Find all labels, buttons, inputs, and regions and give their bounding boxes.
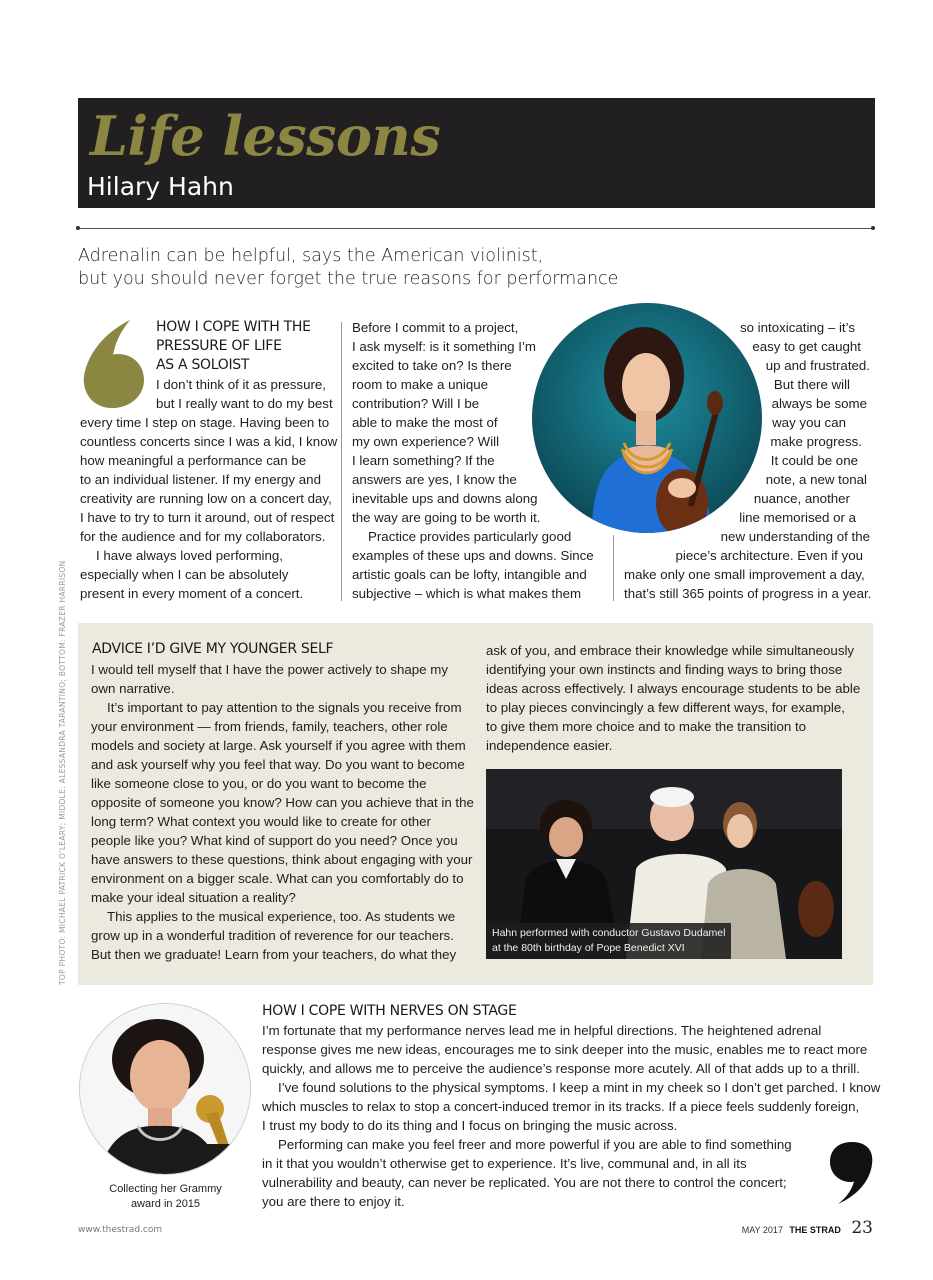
footer-magazine: THE STRAD bbox=[789, 1225, 841, 1235]
section1-col3-text bbox=[630, 318, 870, 565]
section1-text-indented bbox=[156, 375, 333, 413]
text-line: especially when I can be absolutely bbox=[80, 567, 289, 582]
text-line: answers are yes, I know the bbox=[352, 472, 517, 487]
text-line: line memorised or a bbox=[739, 510, 856, 525]
text-line: present in every moment of a concert. bbox=[80, 586, 304, 601]
standfirst-line: Adrenalin can be helpful, says the American violinist, bbox=[78, 246, 544, 266]
photo-credit: TOP PHOTO: MICHAEL PATRICK O’LEARY; MIDDLE: ALESSANDRA TARANTINO; BOTTOM: FRAZER HARRISON bbox=[58, 560, 67, 985]
section-heading-pressure bbox=[156, 318, 311, 375]
text-line: so intoxicating – it’s bbox=[739, 320, 855, 335]
text-line: own narrative. bbox=[91, 681, 175, 696]
text-line: This applies to the musical experience, too. As students we bbox=[107, 909, 456, 924]
article-title: Life lessons bbox=[90, 104, 441, 168]
text-line: able to make the most of bbox=[352, 415, 498, 430]
text-line: Before I commit to a project, bbox=[352, 320, 519, 335]
text-line: people like you? What kind of support do you need? Once you bbox=[91, 833, 458, 848]
text-line: It’s important to pay attention to the signals you receive from bbox=[107, 700, 462, 715]
text-line: piece’s architecture. Even if you bbox=[675, 548, 863, 563]
text-line: like someone close to you, or do you want to become the bbox=[91, 776, 427, 791]
text-line: I’m fortunate that my performance nerves lead me in helpful directions. The heightened adrenal bbox=[262, 1023, 822, 1038]
text-line: up and frustrated. bbox=[765, 358, 870, 373]
text-line: grow up in a wonderful tradition of reverence for our teachers. bbox=[91, 928, 454, 943]
article-subject-name: Hilary Hahn bbox=[87, 172, 234, 201]
text-line: I would tell myself that I have the power actively to shape my bbox=[91, 662, 448, 677]
text-line: which muscles to relax to stop a concert-induced tremor in its tracks. If a piece feels suddenly foreign, bbox=[262, 1099, 860, 1114]
text-line: I’ve found solutions to the physical symptoms. I keep a mint in my cheek so I don’t get parched. I know bbox=[278, 1080, 881, 1095]
text-line: long term? What context you would like to create for other bbox=[91, 814, 431, 829]
text-line: note, a new tonal bbox=[765, 472, 867, 487]
text-line: examples of these ups and downs. Since bbox=[352, 548, 594, 563]
text-line: artistic goals can be lofty, intangible and bbox=[352, 567, 587, 582]
text-line: in it that you wouldn’t otherwise get to experience. It’s live, communal and, in all its bbox=[262, 1156, 747, 1171]
text-line: make only one small improvement a day, bbox=[624, 567, 865, 582]
text-line: have answers to these questions, think about engaging with your bbox=[91, 852, 473, 867]
text-line: models and society at large. Ask yourself if you agree with them bbox=[91, 738, 466, 753]
section1-col3-bottom bbox=[624, 565, 871, 603]
grammy-caption bbox=[78, 1182, 253, 1212]
text-line: I trust my body to do its thing and I focus on bringing the music across. bbox=[262, 1118, 678, 1133]
concert-photo-caption bbox=[486, 923, 731, 959]
text-line: vulnerability and beauty, can never be replicated. You are not there to control the concert; bbox=[262, 1175, 787, 1190]
text-line: Performing can make you feel freer and more powerful if you are able to find something bbox=[278, 1137, 792, 1152]
header-banner bbox=[78, 98, 875, 208]
text-line: nuance, another bbox=[753, 491, 850, 506]
text-line: to an individual listener. If my energy and bbox=[80, 472, 321, 487]
divider-dot-right bbox=[871, 226, 875, 230]
text-line: I have to try to turn it around, out of respect bbox=[80, 510, 335, 525]
text-line: inevitable ups and downs along bbox=[352, 491, 538, 506]
divider-dot-left bbox=[76, 226, 80, 230]
text-line: to give them more choice and to make the transition to bbox=[486, 719, 807, 734]
text-line: easy to get caught bbox=[752, 339, 861, 354]
text-line: make progress. bbox=[770, 434, 862, 449]
text-line: and ask yourself why you feel that way. Do you want to become bbox=[91, 757, 465, 772]
caption-line: Collecting her Grammy bbox=[109, 1183, 222, 1195]
standfirst-line: but you should never forget the true reasons for performance bbox=[78, 269, 619, 289]
text-line: you are there to enjoy it. bbox=[262, 1194, 405, 1209]
heading-line: HOW I COPE WITH THE bbox=[156, 319, 311, 335]
caption-line: Hahn performed with conductor Gustavo Dudamel bbox=[492, 927, 726, 939]
text-line: It could be one bbox=[770, 453, 858, 468]
text-line: quickly, and allows me to perceive the audience’s response more acutely. All of that adds up to a thrill. bbox=[262, 1061, 860, 1076]
text-line: ideas across effectively. I always encourage students to be able bbox=[486, 681, 861, 696]
footer-url: www.thestrad.com bbox=[78, 1225, 163, 1235]
text-line: independence easier. bbox=[486, 738, 613, 753]
advice-text-right bbox=[486, 641, 860, 755]
grammy-photo bbox=[79, 1003, 251, 1175]
text-line: I have always loved performing, bbox=[96, 548, 283, 563]
caption-line: at the 80th birthday of Pope Benedict XVI bbox=[492, 942, 685, 954]
section1-text bbox=[80, 413, 337, 603]
column-rule bbox=[613, 535, 614, 601]
text-line: I don’t think of it as pressure, bbox=[156, 377, 326, 392]
text-line: But there will bbox=[773, 377, 850, 392]
text-line: countless concerts since I was a kid, I know bbox=[80, 434, 338, 449]
caption-line: award in 2015 bbox=[130, 1198, 201, 1210]
nerves-text bbox=[262, 1021, 880, 1211]
text-line: your environment — from friends, family, teachers, other role bbox=[91, 719, 448, 734]
section-heading-nerves: HOW I COPE WITH NERVES ON STAGE bbox=[262, 1003, 517, 1019]
text-line: subjective – which is what makes them bbox=[352, 586, 582, 601]
text-line: contribution? Will I be bbox=[352, 396, 480, 411]
concert-photo bbox=[486, 769, 842, 959]
text-line: but I really want to do my best bbox=[156, 396, 333, 411]
text-line: room to make a unique bbox=[352, 377, 489, 392]
text-line: make your ideal situation a reality? bbox=[91, 890, 296, 905]
text-line: for the audience and for my collaborators. bbox=[80, 529, 326, 544]
text-line: Practice provides particularly good bbox=[368, 529, 572, 544]
footer-date: MAY 2017 bbox=[741, 1225, 783, 1235]
section-heading-advice: ADVICE I’D GIVE MY YOUNGER SELF bbox=[92, 641, 334, 657]
heading-line: AS A SOLOIST bbox=[156, 357, 250, 373]
text-line: new understanding of the bbox=[720, 529, 870, 544]
text-line: every time I step on stage. Having been to bbox=[80, 415, 330, 430]
text-line: that’s still 365 points of progress in a year. bbox=[624, 586, 872, 601]
closing-quote-icon bbox=[828, 1140, 876, 1206]
text-line: excited to take on? Is there bbox=[352, 358, 512, 373]
text-line: environment on a bigger scale. What can you comfortably do to bbox=[91, 871, 464, 886]
text-line: response gives me new ideas, encourages me to sink deeper into the music, enables me to react more bbox=[262, 1042, 868, 1057]
text-line: way you can bbox=[772, 415, 846, 430]
opening-quote-icon bbox=[80, 318, 148, 410]
footer-folio bbox=[742, 1218, 873, 1238]
text-line: always be some bbox=[771, 396, 867, 411]
standfirst bbox=[78, 245, 718, 291]
divider-rule bbox=[78, 228, 875, 229]
text-line: ask of you, and embrace their knowledge while simultaneously bbox=[486, 643, 855, 658]
text-line: But then we graduate! Learn from your teachers, do what they bbox=[91, 947, 457, 962]
text-line: identifying your own instincts and finding ways to bring those bbox=[486, 662, 843, 677]
page-number: 23 bbox=[851, 1218, 873, 1238]
column-rule bbox=[341, 322, 342, 601]
heading-line: PRESSURE OF LIFE bbox=[156, 338, 282, 354]
text-line: I learn something? If the bbox=[352, 453, 495, 468]
advice-text-left bbox=[91, 660, 474, 964]
text-line: creativity are running low on a concert day, bbox=[80, 491, 332, 506]
text-line: how meaningful a performance can be bbox=[80, 453, 307, 468]
text-line: the way are going to be worth it. bbox=[352, 510, 541, 525]
text-line: opposite of someone you know? How can you achieve that in the bbox=[91, 795, 474, 810]
text-line: I ask myself: is it something I’m bbox=[352, 339, 536, 354]
text-line: to play pieces convincingly a few different ways, for example, bbox=[486, 700, 845, 715]
text-line: my own experience? Will bbox=[352, 434, 500, 449]
